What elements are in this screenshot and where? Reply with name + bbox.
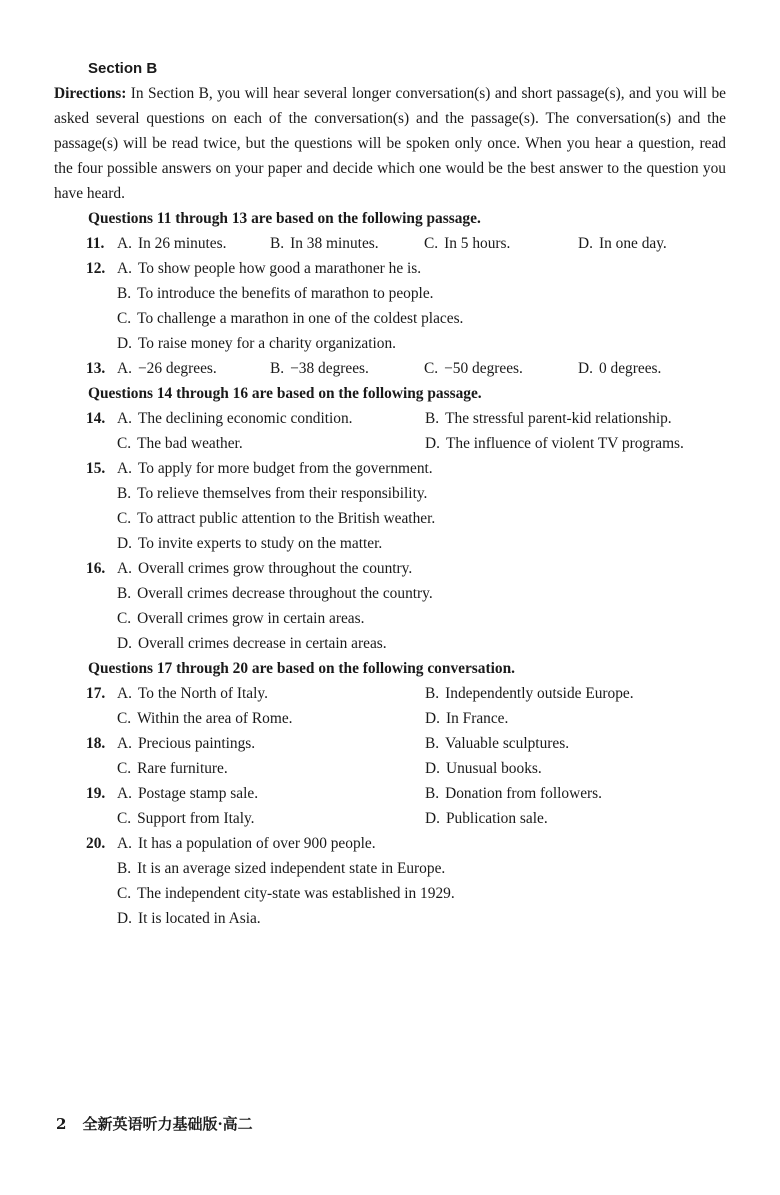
answer-option [578, 231, 667, 256]
group-header: Questions 14 through 16 are based on the following passage. [88, 385, 482, 402]
answer-option [425, 681, 634, 706]
option-letter: B. [425, 410, 440, 427]
answer-option [117, 881, 455, 906]
option-letter: A. [117, 735, 132, 752]
question [54, 356, 726, 381]
question [54, 831, 726, 931]
option-text: Donation from followers. [445, 785, 602, 802]
question-line [54, 881, 726, 906]
question-line [54, 681, 726, 706]
answer-option [117, 331, 396, 356]
answer-option [117, 906, 261, 931]
answer-option [117, 306, 463, 331]
question-number: 18. [86, 735, 106, 752]
option-text: To the North of Italy. [137, 685, 268, 702]
question-line [54, 331, 726, 356]
option-letter: B. [117, 485, 132, 502]
option-text: To challenge a marathon in one of the coldest places. [137, 310, 464, 327]
answer-option [117, 356, 217, 381]
answer-option [425, 731, 569, 756]
group-header: Questions 11 through 13 are based on the following passage. [88, 210, 481, 227]
question-line [54, 631, 726, 656]
option-text: In 5 hours. [444, 235, 511, 252]
option-letter: B. [270, 360, 285, 377]
question-line [54, 606, 726, 631]
page-footer [56, 1113, 253, 1135]
answer-option [425, 706, 508, 731]
answer-option [117, 756, 228, 781]
group-header: Questions 17 through 20 are based on the following conversation. [88, 660, 515, 677]
option-letter: C. [117, 510, 132, 527]
option-text: Postage stamp sale. [137, 785, 259, 802]
question-line [54, 456, 726, 481]
option-text: It is located in Asia. [137, 910, 261, 927]
option-text: Support from Italy. [137, 810, 255, 827]
question-line [54, 406, 726, 431]
answer-option [117, 606, 364, 631]
option-text: To show people how good a marathoner he is. [137, 260, 422, 277]
question-line [54, 856, 726, 881]
question [54, 731, 726, 781]
question-line [54, 431, 726, 456]
option-text: 0 degrees. [598, 360, 662, 377]
option-text: Overall crimes decrease throughout the country. [137, 585, 433, 602]
option-text: −26 degrees. [137, 360, 217, 377]
question-line [54, 281, 726, 306]
question-line [54, 481, 726, 506]
option-letter: C. [117, 610, 132, 627]
answer-option [117, 281, 434, 306]
option-text: In France. [445, 710, 509, 727]
option-letter: D. [117, 910, 132, 927]
option-text: To relieve themselves from their responsibility. [137, 485, 428, 502]
option-letter: A. [117, 785, 132, 802]
option-letter: A. [117, 460, 132, 477]
option-text: In 26 minutes. [137, 235, 227, 252]
option-text: The declining economic condition. [137, 410, 353, 427]
answer-option [117, 831, 376, 856]
answer-option [425, 756, 542, 781]
option-text: −50 degrees. [444, 360, 523, 377]
option-letter: B. [425, 785, 440, 802]
answer-option [117, 856, 445, 881]
question-line [54, 806, 726, 831]
question-line [54, 781, 726, 806]
question [54, 406, 726, 456]
question-number: 15. [86, 460, 106, 477]
option-letter: C. [117, 710, 132, 727]
option-text: To apply for more budget from the government. [137, 460, 433, 477]
answer-option [117, 456, 433, 481]
option-letter: C. [117, 810, 132, 827]
option-letter: A. [117, 410, 132, 427]
option-text: −38 degrees. [290, 360, 369, 377]
question-line [54, 531, 726, 556]
option-letter: C. [424, 235, 439, 252]
answer-option [117, 681, 268, 706]
option-letter: A. [117, 235, 132, 252]
question-number: 17. [86, 685, 106, 702]
directions-label: Directions: [54, 85, 127, 102]
option-text: Overall crimes decrease in certain areas. [137, 635, 387, 652]
question [54, 556, 726, 656]
option-letter: C. [424, 360, 439, 377]
book-title: 全新英语听力基础版·高二 [82, 1115, 253, 1133]
option-text: The independent city-state was established in 1929. [137, 885, 455, 902]
question-line [54, 306, 726, 331]
option-letter: D. [425, 760, 440, 777]
question-line [54, 556, 726, 581]
question-line [54, 831, 726, 856]
document-page [54, 56, 726, 931]
option-letter: B. [425, 685, 440, 702]
option-text: The influence of violent TV programs. [445, 435, 684, 452]
question-line [54, 356, 726, 381]
option-letter: C. [117, 760, 132, 777]
option-text: It has a population of over 900 people. [137, 835, 376, 852]
directions [54, 81, 726, 206]
option-letter: C. [117, 310, 132, 327]
answer-option [117, 231, 226, 256]
answer-option [117, 406, 353, 431]
question-line [54, 706, 726, 731]
answer-option [270, 356, 369, 381]
option-text: Precious paintings. [137, 735, 256, 752]
option-text: Rare furniture. [137, 760, 228, 777]
question-groups [54, 206, 726, 931]
option-letter: A. [117, 835, 132, 852]
answer-option [117, 556, 412, 581]
answer-option [425, 406, 672, 431]
answer-option [270, 231, 379, 256]
option-text: Within the area of Rome. [137, 710, 293, 727]
question-line [54, 906, 726, 931]
option-letter: B. [425, 735, 440, 752]
option-text: To attract public attention to the British weather. [137, 510, 436, 527]
option-letter: A. [117, 685, 132, 702]
option-letter: D. [578, 360, 593, 377]
option-text: In 38 minutes. [290, 235, 379, 252]
option-text: Overall crimes grow in certain areas. [137, 610, 365, 627]
directions-text: In Section B, you will hear several longer conversation(s) and short passage(s), and you will be asked several questions on each of the conversation(s) and the passage(s). The conversation(s) and the passage(s) will be read twice, but the questions will be spoken only once. When you hear a question, read the four possible answers on your paper and decide which one would be the best answer to the question you have heard. [54, 85, 726, 202]
question-number: 11. [86, 235, 105, 252]
option-letter: D. [578, 235, 593, 252]
question-line [54, 731, 726, 756]
option-letter: D. [117, 635, 132, 652]
option-text: The bad weather. [137, 435, 243, 452]
question [54, 781, 726, 831]
question [54, 256, 726, 356]
answer-option [117, 806, 255, 831]
answer-option [425, 806, 548, 831]
option-letter: D. [425, 710, 440, 727]
answer-option [117, 731, 255, 756]
question-number: 13. [86, 360, 106, 377]
option-text: To introduce the benefits of marathon to people. [137, 285, 434, 302]
question-line [54, 506, 726, 531]
option-letter: C. [117, 435, 132, 452]
answer-option [117, 781, 258, 806]
question-number: 16. [86, 560, 106, 577]
question-line [54, 256, 726, 281]
option-text: To invite experts to study on the matter. [137, 535, 383, 552]
question-line [54, 231, 726, 256]
answer-option [425, 781, 602, 806]
answer-option [117, 581, 433, 606]
question [54, 456, 726, 556]
question [54, 681, 726, 731]
option-letter: D. [425, 435, 440, 452]
question-number: 12. [86, 260, 106, 277]
question-line [54, 581, 726, 606]
option-letter: B. [117, 860, 132, 877]
answer-option [424, 231, 510, 256]
question-number: 20. [86, 835, 106, 852]
question-number: 19. [86, 785, 106, 802]
answer-option [117, 481, 427, 506]
option-letter: D. [117, 535, 132, 552]
answer-option [117, 506, 435, 531]
answer-option [117, 431, 243, 456]
answer-option [117, 706, 293, 731]
section-title: Section B [88, 60, 158, 77]
option-letter: D. [425, 810, 440, 827]
answer-option [578, 356, 661, 381]
question-line [54, 756, 726, 781]
option-text: Independently outside Europe. [445, 685, 634, 702]
option-letter: C. [117, 885, 132, 902]
option-text: Publication sale. [445, 810, 548, 827]
option-letter: A. [117, 560, 132, 577]
answer-option [425, 431, 684, 456]
option-letter: A. [117, 260, 132, 277]
option-text: Overall crimes grow throughout the country. [137, 560, 413, 577]
page-number: 2 [56, 1115, 67, 1133]
question [54, 231, 726, 256]
answer-option [117, 631, 387, 656]
option-text: Unusual books. [445, 760, 542, 777]
option-text: In one day. [598, 235, 667, 252]
option-text: It is an average sized independent state in Europe. [137, 860, 446, 877]
option-text: Valuable sculptures. [445, 735, 570, 752]
option-letter: B. [117, 585, 132, 602]
option-letter: A. [117, 360, 132, 377]
question-number: 14. [86, 410, 106, 427]
option-letter: D. [117, 335, 132, 352]
option-text: The stressful parent-kid relationship. [445, 410, 672, 427]
answer-option [117, 256, 421, 281]
answer-option [117, 531, 382, 556]
answer-option [424, 356, 523, 381]
option-text: To raise money for a charity organization. [137, 335, 397, 352]
option-letter: B. [270, 235, 285, 252]
option-letter: B. [117, 285, 132, 302]
